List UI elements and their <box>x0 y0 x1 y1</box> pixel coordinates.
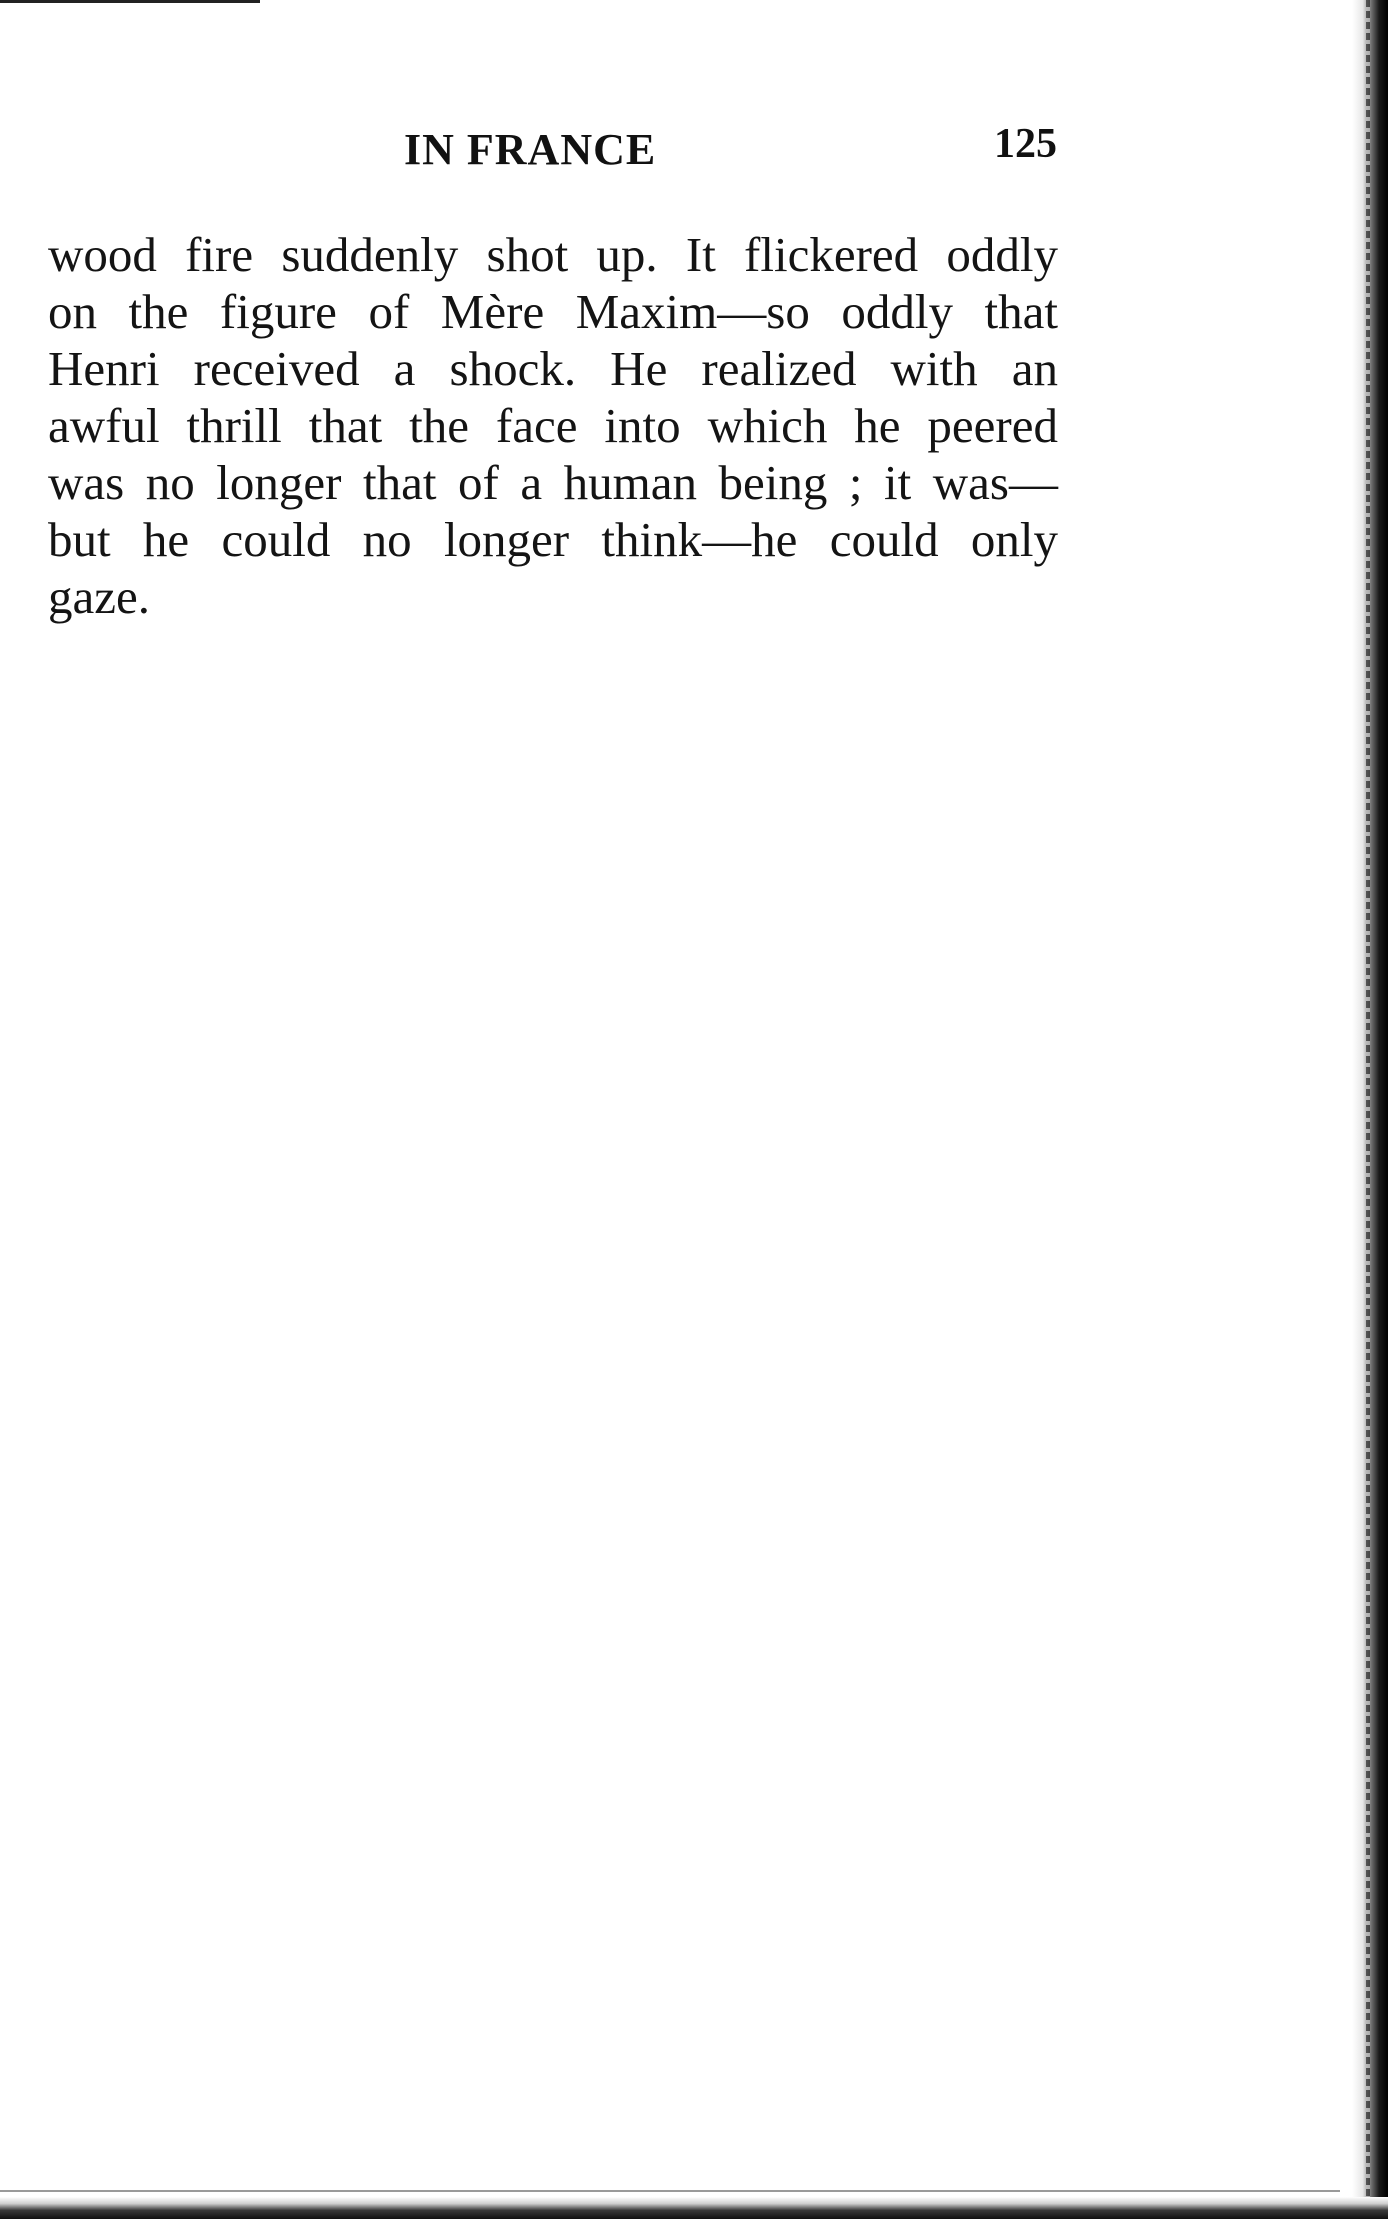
text-line: was no longer that of a human being ; it was— <box>48 455 1058 510</box>
text-line: Henri received a shock. He realized with an <box>48 341 1058 396</box>
body-paragraph <box>48 226 1058 625</box>
running-title: IN FRANCE <box>404 125 657 174</box>
bottom-edge-rule <box>0 2190 1340 2192</box>
top-edge-rule <box>0 0 260 3</box>
binding-edge <box>1352 0 1388 2219</box>
bottom-edge-shadow <box>0 2197 1388 2219</box>
text-line: but he could no longer think—he could only <box>48 512 1058 567</box>
text-line: gaze. <box>48 569 150 624</box>
page-number: 125 <box>994 121 1057 167</box>
text-line: on the figure of Mère Maxim—so oddly that <box>48 284 1058 339</box>
text-line: wood fire suddenly shot up. It flickered oddly <box>48 227 1058 282</box>
text-line: awful thrill that the face into which he peered <box>48 398 1058 453</box>
page-stack-edge <box>1366 0 1370 2219</box>
